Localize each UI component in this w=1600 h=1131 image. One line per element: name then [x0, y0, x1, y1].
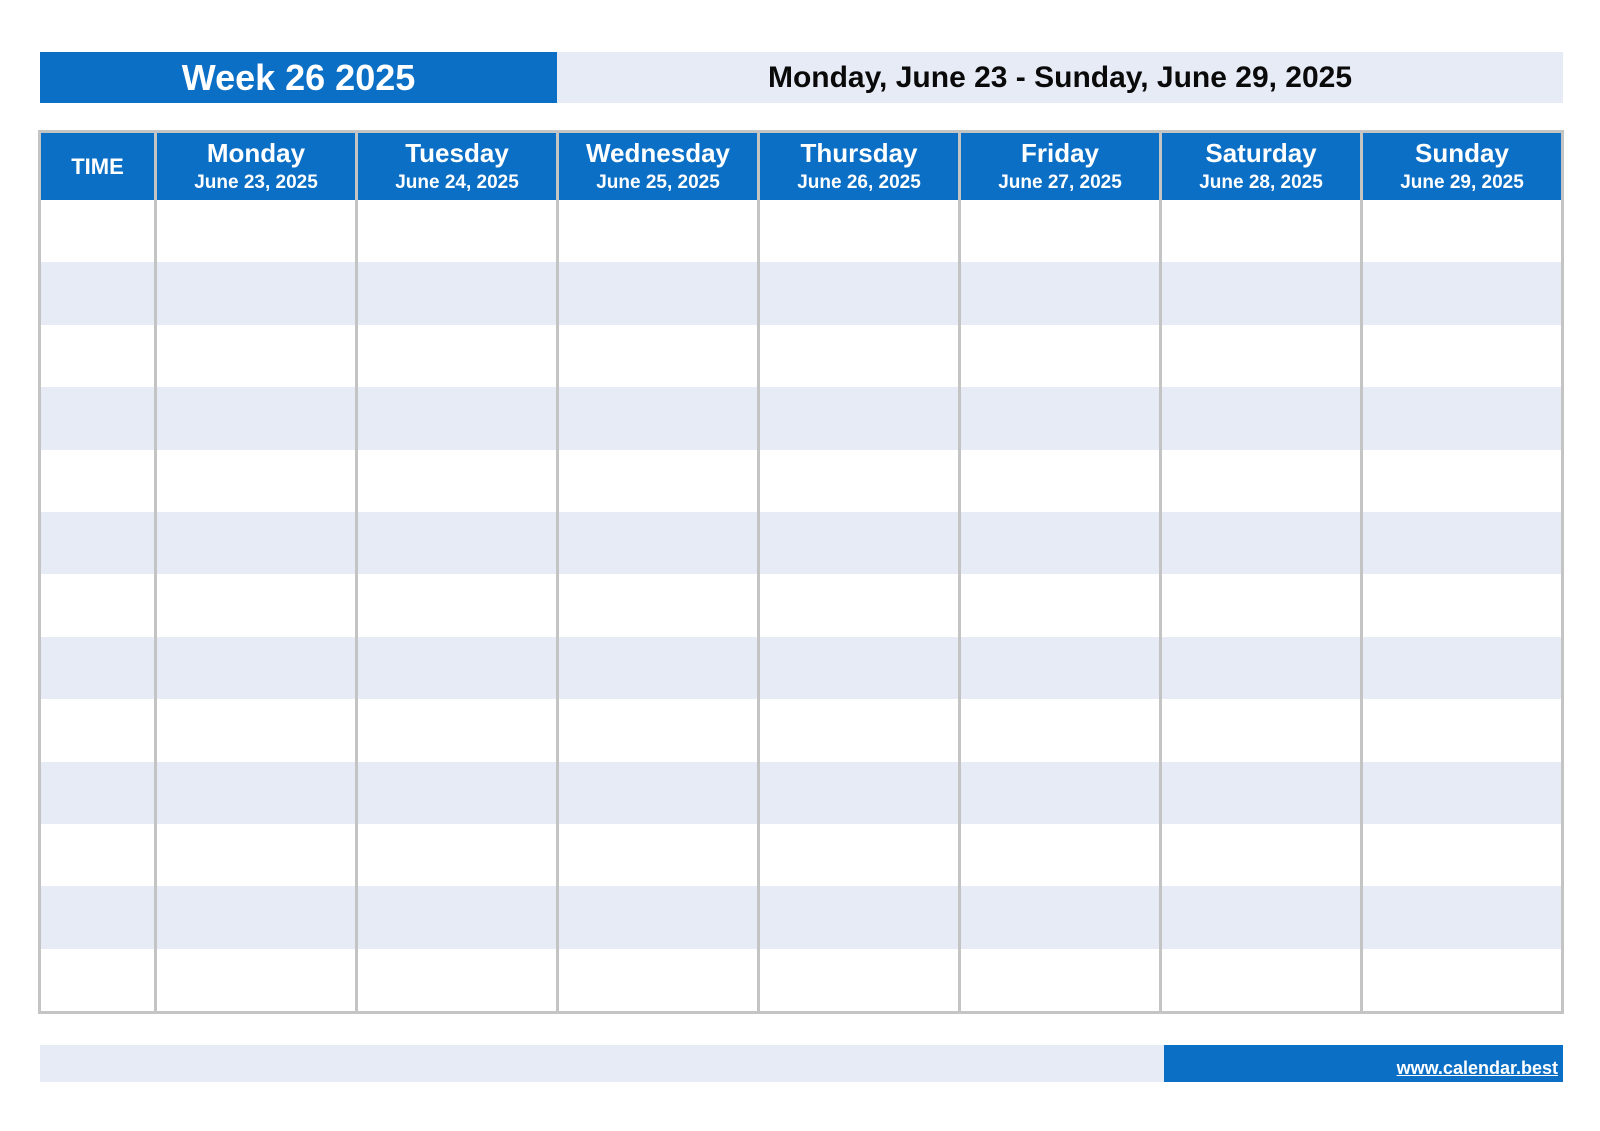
column-divider: [355, 200, 358, 1011]
date-range-title: Monday, June 23 - Sunday, June 29, 2025: [557, 52, 1563, 103]
day-header-tuesday: [358, 133, 559, 200]
day-name: Monday: [206, 138, 306, 168]
time-slot-row[interactable]: [41, 325, 1561, 387]
column-divider: [154, 200, 157, 1011]
day-name: Wednesday: [585, 138, 730, 168]
footer-brand-bar: [1164, 1045, 1563, 1082]
time-slot-row[interactable]: [41, 824, 1561, 886]
time-slot-row[interactable]: [41, 262, 1561, 324]
time-slot-row[interactable]: [41, 762, 1561, 824]
column-divider: [1159, 200, 1162, 1011]
column-divider: [556, 200, 559, 1011]
day-name: Tuesday: [405, 138, 509, 168]
day-header-wednesday: [559, 133, 760, 200]
day-header-thursday: [760, 133, 961, 200]
day-date: June 27, 2025: [998, 172, 1122, 193]
weekly-calendar-grid: [38, 130, 1564, 1014]
time-slot-row[interactable]: [41, 886, 1561, 948]
day-date: June 29, 2025: [1400, 172, 1524, 193]
time-slot-row[interactable]: [41, 574, 1561, 636]
calendar-body: [41, 200, 1561, 1011]
time-slot-row[interactable]: [41, 512, 1561, 574]
day-name: Thursday: [800, 138, 918, 168]
day-header-saturday: [1162, 133, 1363, 200]
day-name: Friday: [1020, 138, 1100, 168]
time-slot-row[interactable]: [41, 699, 1561, 761]
column-divider: [958, 200, 961, 1011]
day-date: June 26, 2025: [797, 172, 921, 193]
column-divider: [1360, 200, 1363, 1011]
footer-bar: [40, 1045, 1164, 1082]
time-column-header: TIME: [41, 133, 157, 200]
day-name: Saturday: [1205, 138, 1317, 168]
day-date: June 28, 2025: [1199, 172, 1323, 193]
day-name: Sunday: [1415, 138, 1509, 168]
time-slot-row[interactable]: [41, 949, 1561, 1011]
day-date: June 24, 2025: [395, 172, 519, 193]
day-date: June 25, 2025: [596, 172, 720, 193]
day-header-friday: [961, 133, 1162, 200]
day-header-sunday: [1363, 133, 1561, 200]
time-slot-row[interactable]: [41, 637, 1561, 699]
time-slot-row[interactable]: [41, 387, 1561, 449]
day-date: June 23, 2025: [194, 172, 318, 193]
time-slot-row[interactable]: [41, 450, 1561, 512]
column-divider: [757, 200, 760, 1011]
time-slot-row[interactable]: [41, 200, 1561, 262]
website-link[interactable]: www.calendar.best: [1396, 1058, 1558, 1078]
week-title: Week 26 2025: [40, 52, 557, 103]
calendar-header-row: [41, 133, 1561, 200]
day-header-monday: [157, 133, 358, 200]
